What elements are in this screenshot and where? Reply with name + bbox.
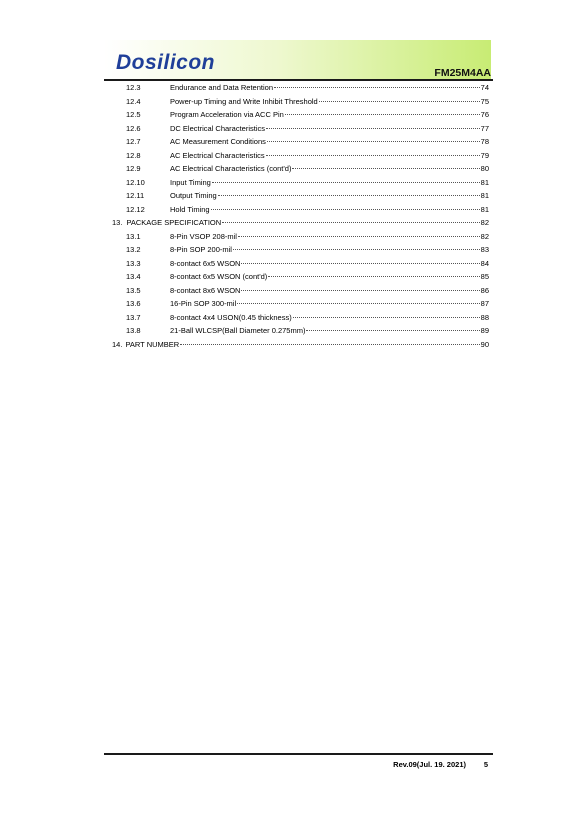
toc-entry-number: 12.8 [126,150,141,160]
table-of-contents [104,81,489,351]
toc-dot-leader [285,114,480,115]
toc-entry-page: 90 [480,339,489,349]
toc-entry-page: 86 [480,285,489,295]
toc-entry-title: 8-contact 6x5 WSON [170,258,241,268]
toc-entry-number: 12.12 [126,204,145,214]
toc-entry-title: Power-up Timing and Write Inhibit Threshold [170,96,318,106]
toc-entry-title: Endurance and Data Retention [170,83,273,92]
toc-entry-title: 8-contact 8x6 WSON [170,285,241,295]
toc-entry[interactable] [104,338,489,352]
toc-entry[interactable] [104,108,489,122]
toc-entry[interactable] [104,122,489,136]
toc-dot-leader [222,222,479,223]
toc-dot-leader [233,249,480,250]
toc-entry[interactable] [104,270,489,284]
toc-entry-page: 87 [480,299,489,308]
toc-entry-title: Output Timing [170,191,217,200]
toc-entry-number: 12.10 [126,177,145,187]
toc-entry-title: PACKAGE SPECIFICATION [126,218,222,227]
toc-dot-leader [292,168,479,169]
toc-entry-title: Program Acceleration via ACC Pin [170,110,284,119]
toc-entry-number: 13. [112,218,123,227]
toc-dot-leader [218,195,480,196]
toc-dot-leader [293,317,480,318]
toc-entry-number: 12.3 [126,83,141,92]
toc-entry-number: 14. [112,339,123,349]
footer-divider [104,753,493,755]
toc-dot-leader [266,128,480,129]
toc-dot-leader [274,87,480,88]
toc-entry-page: 88 [480,312,489,322]
toc-entry[interactable] [104,149,489,163]
toc-entry-number: 12.11 [126,191,145,200]
toc-dot-leader [266,155,480,156]
revision-label: Rev.09(Jul. 19. 2021) [393,760,466,769]
toc-entry[interactable] [104,189,489,203]
toc-entry[interactable] [104,216,489,230]
toc-entry-title: 8-Pin SOP 200-mil [170,245,232,254]
toc-entry-title: 16-Pin SOP 300-mil [170,299,237,308]
toc-entry-page: 81 [480,191,489,200]
toc-entry-page: 82 [480,218,489,227]
toc-entry-page: 75 [480,96,489,106]
toc-entry[interactable] [104,324,489,338]
toc-entry-title: DC Electrical Characteristics [170,123,266,133]
toc-entry-page: 89 [480,326,489,335]
toc-entry-page: 85 [480,272,489,281]
toc-dot-leader [267,141,480,142]
toc-entry-page: 83 [480,245,489,254]
toc-dot-leader [238,236,480,237]
toc-dot-leader [180,344,479,345]
page-number: 5 [483,760,488,769]
toc-entry-title: Input Timing [170,177,211,187]
document-id: FM25M4AA [434,67,491,79]
toc-entry-title: AC Electrical Characteristics [170,150,265,160]
toc-dot-leader [319,101,480,102]
toc-entry-number: 13.7 [126,312,141,322]
toc-entry-page: 76 [480,110,489,119]
toc-entry[interactable] [104,81,489,95]
toc-entry-number: 12.9 [126,164,141,173]
toc-entry-number: 13.2 [126,245,141,254]
toc-entry[interactable] [104,243,489,257]
toc-dot-leader [268,276,479,277]
toc-entry-number: 12.7 [126,137,141,146]
toc-dot-leader [306,330,479,331]
toc-entry-title: Hold Timing [170,204,210,214]
toc-entry-page: 81 [480,177,489,187]
toc-entry-page: 77 [480,123,489,133]
toc-entry-page: 78 [480,137,489,146]
toc-entry-page: 82 [480,231,489,241]
toc-entry-title: PART NUMBER [125,339,180,349]
toc-entry[interactable] [104,203,489,217]
toc-entry-number: 13.8 [126,326,141,335]
toc-dot-leader [211,209,480,210]
toc-entry-page: 81 [480,204,489,214]
toc-entry-title: 8-Pin VSOP 208-mil [170,231,237,241]
toc-entry-title: AC Electrical Characteristics (cont'd) [170,164,292,173]
toc-entry[interactable] [104,257,489,271]
toc-entry-number: 12.4 [126,96,141,106]
toc-entry-page: 79 [480,150,489,160]
toc-entry-number: 12.6 [126,123,141,133]
toc-entry-number: 13.1 [126,231,141,241]
toc-entry[interactable] [104,297,489,311]
toc-entry-title: 8-contact 6x5 WSON (cont'd) [170,272,268,281]
toc-entry[interactable] [104,162,489,176]
toc-entry-page: 80 [480,164,489,173]
toc-entry[interactable] [104,135,489,149]
toc-dot-leader [237,303,480,304]
toc-entry[interactable] [104,284,489,298]
toc-entry-title: AC Measurement Conditions [170,137,266,146]
toc-entry-number: 13.3 [126,258,141,268]
toc-entry-number: 13.6 [126,299,141,308]
toc-entry-title: 21-Ball WLCSP(Ball Diameter 0.275mm) [170,326,306,335]
toc-entry-number: 13.5 [126,285,141,295]
toc-entry-page: 74 [480,83,489,92]
toc-entry[interactable] [104,176,489,190]
toc-dot-leader [241,263,479,264]
toc-entry-number: 12.5 [126,110,141,119]
toc-entry-page: 84 [480,258,489,268]
toc-dot-leader [241,290,479,291]
toc-entry-title: 8-contact 4x4 USON(0.45 thickness) [170,312,292,322]
toc-entry[interactable] [104,311,489,325]
toc-entry[interactable] [104,230,489,244]
company-logo: Dosilicon [116,51,216,74]
toc-dot-leader [212,182,480,183]
toc-entry[interactable] [104,95,489,109]
toc-entry-number: 13.4 [126,272,141,281]
